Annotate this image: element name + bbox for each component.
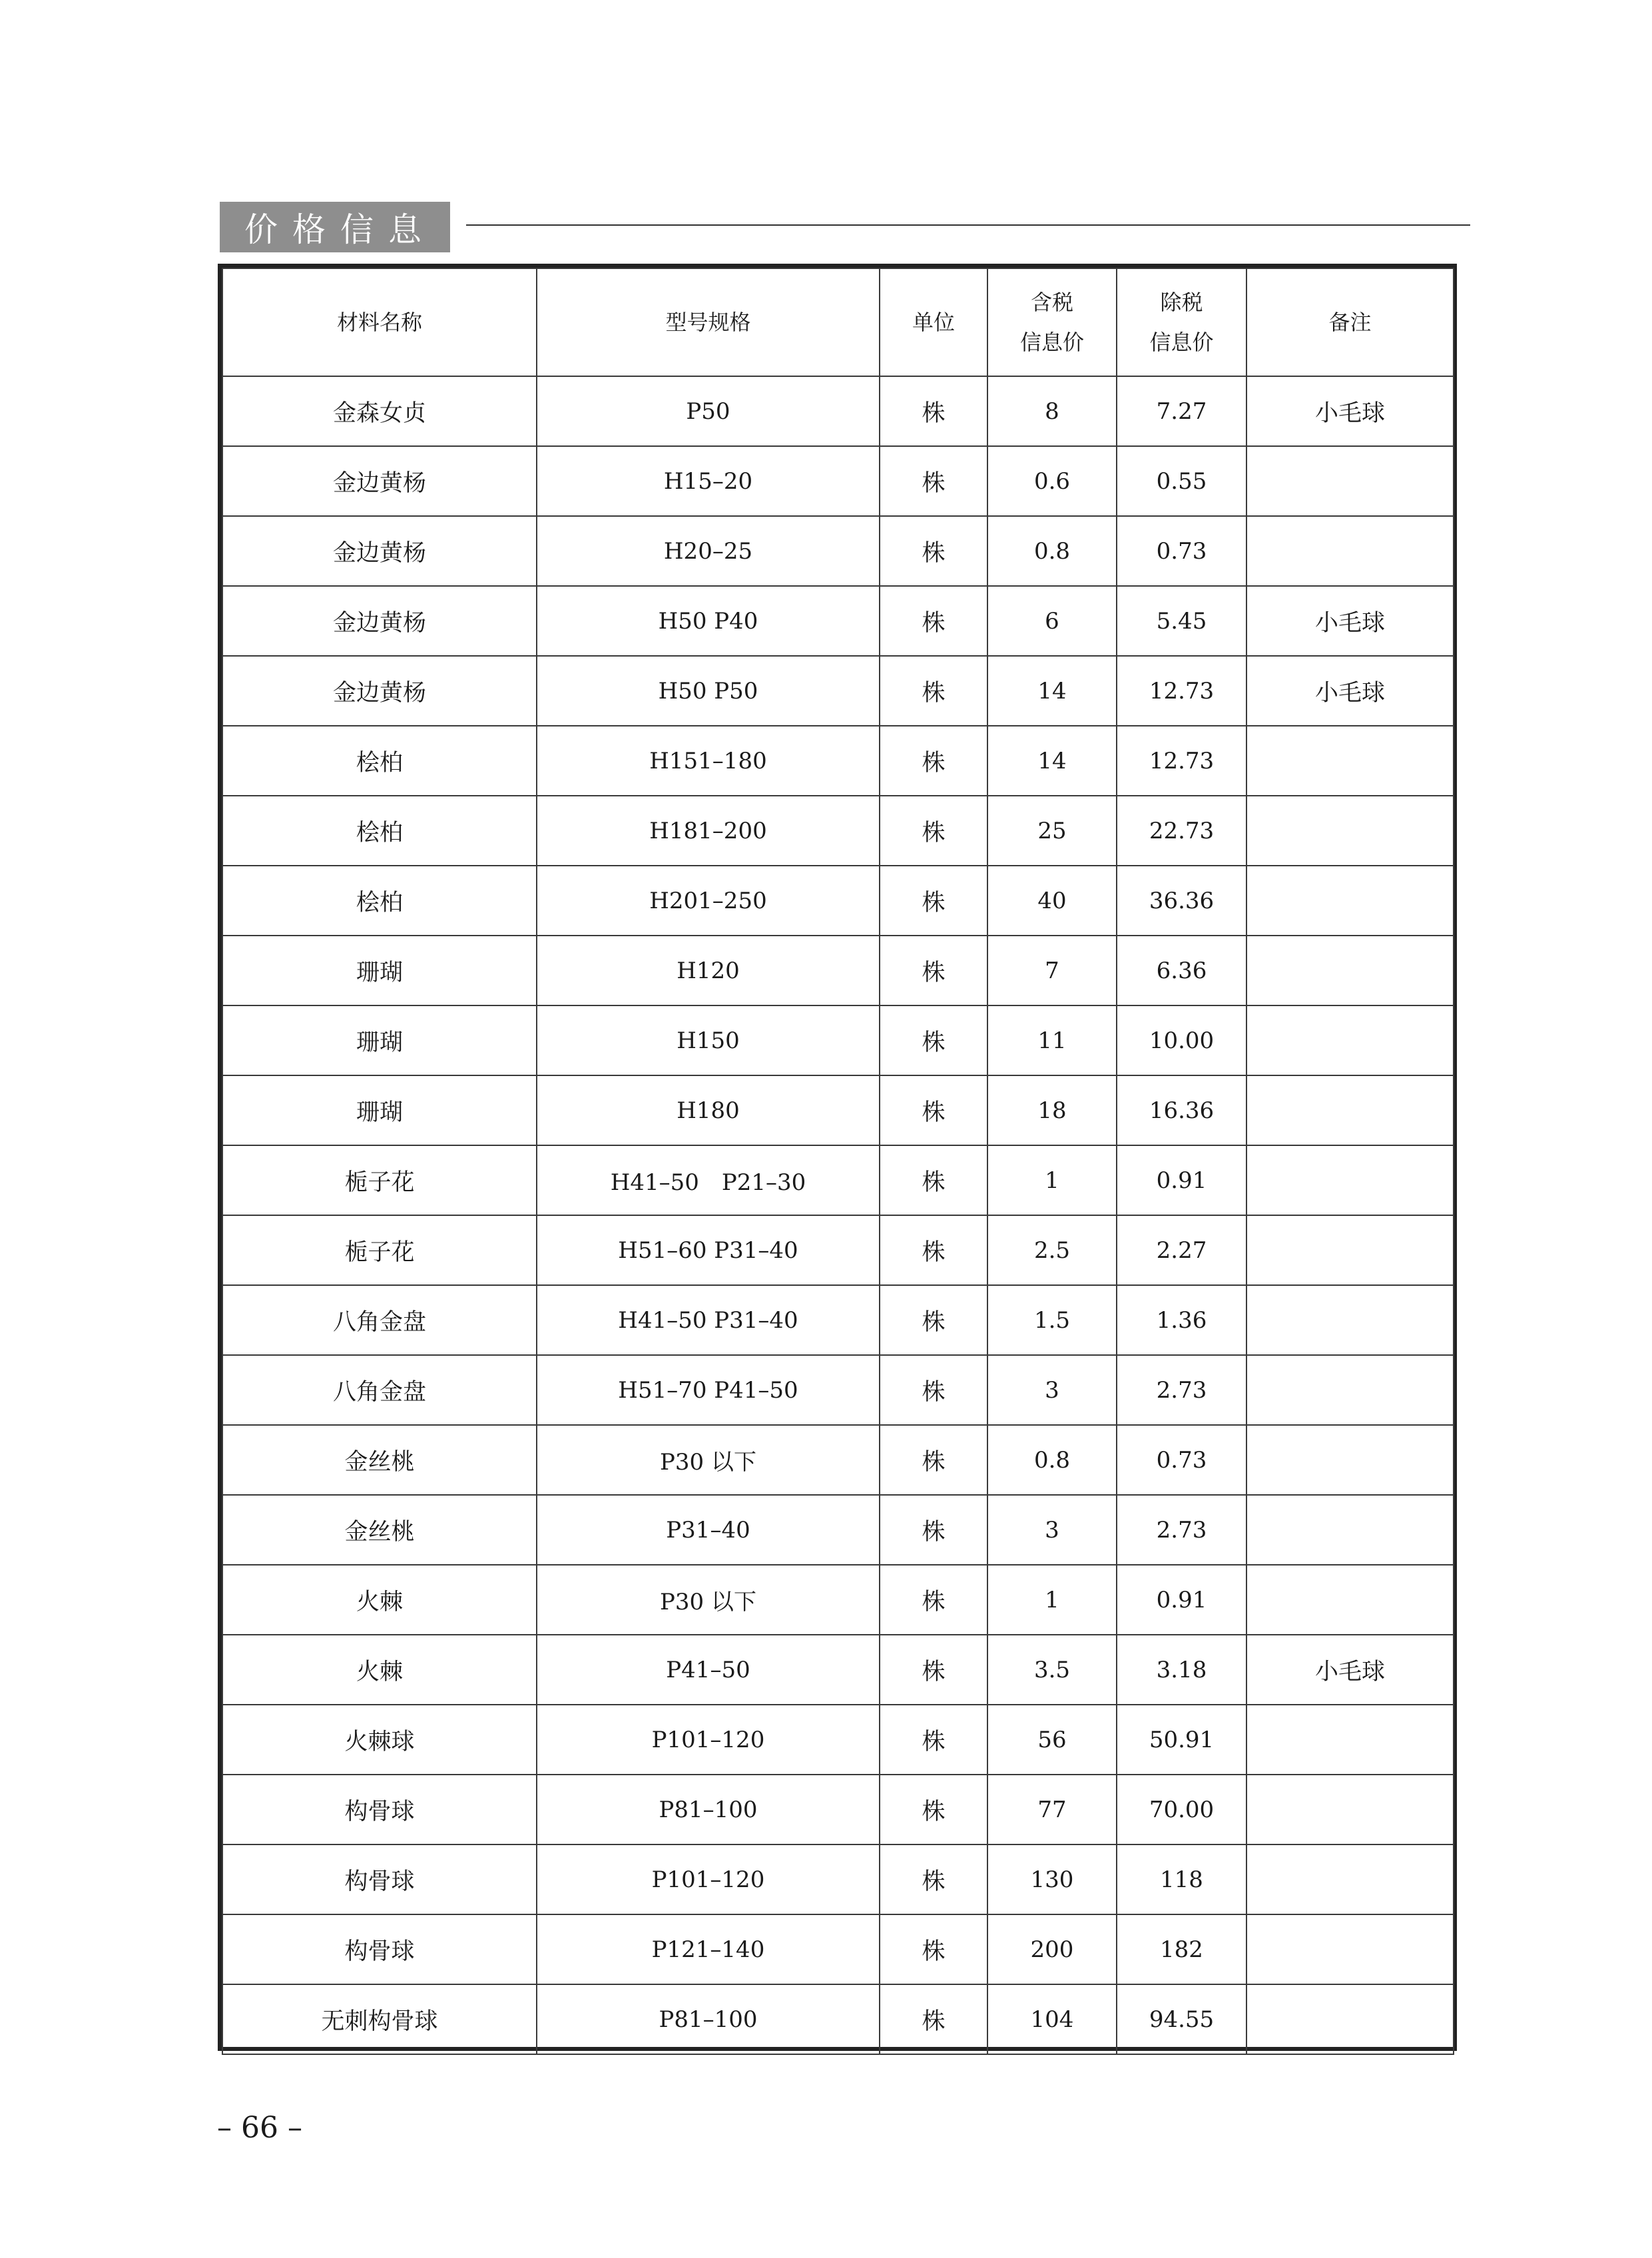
cell-unit: 株 bbox=[880, 1425, 987, 1495]
cell-remark bbox=[1246, 1285, 1454, 1355]
cell-tax-exclusive: 6.36 bbox=[1117, 936, 1246, 1005]
cell-remark bbox=[1246, 1495, 1454, 1565]
cell-spec: H15–20 bbox=[537, 446, 880, 516]
cell-remark bbox=[1246, 1145, 1454, 1215]
cell-spec: H181–200 bbox=[537, 796, 880, 866]
price-table-container bbox=[218, 264, 1457, 2051]
cell-tax-exclusive: 3.18 bbox=[1117, 1635, 1246, 1705]
cell-spec: H20–25 bbox=[537, 516, 880, 586]
cell-unit: 株 bbox=[880, 1355, 987, 1425]
cell-tax-inclusive: 1 bbox=[987, 1565, 1117, 1635]
cell-spec: H51–60 P31–40 bbox=[537, 1215, 880, 1285]
cell-tax-inclusive: 130 bbox=[987, 1844, 1117, 1914]
cell-tax-exclusive: 118 bbox=[1117, 1844, 1246, 1914]
table-row bbox=[222, 796, 1454, 866]
cell-remark bbox=[1246, 1844, 1454, 1914]
cell-tax-inclusive: 6 bbox=[987, 586, 1117, 656]
cell-name: 桧柏 bbox=[222, 726, 537, 796]
cell-tax-inclusive: 0.6 bbox=[987, 446, 1117, 516]
header-tax-inclusive-line1: 含税 bbox=[1030, 290, 1073, 315]
table-row bbox=[222, 1145, 1454, 1215]
cell-name: 金边黄杨 bbox=[222, 586, 537, 656]
cell-name: 金边黄杨 bbox=[222, 446, 537, 516]
cell-unit: 株 bbox=[880, 1984, 987, 2054]
cell-spec: H201–250 bbox=[537, 866, 880, 936]
cell-tax-exclusive: 94.55 bbox=[1117, 1984, 1246, 2054]
cell-spec: H180 bbox=[537, 1075, 880, 1145]
cell-tax-exclusive: 12.73 bbox=[1117, 726, 1246, 796]
page-number: – 66 – bbox=[217, 2111, 302, 2145]
table-row bbox=[222, 516, 1454, 586]
header-tax-exclusive bbox=[1117, 268, 1246, 376]
cell-unit: 株 bbox=[880, 516, 987, 586]
cell-tax-exclusive: 182 bbox=[1117, 1914, 1246, 1984]
table-row bbox=[222, 1425, 1454, 1495]
cell-spec: H41–50 P21–30 bbox=[537, 1145, 880, 1215]
cell-tax-exclusive: 12.73 bbox=[1117, 656, 1246, 726]
cell-spec: H41–50 P31–40 bbox=[537, 1285, 880, 1355]
table-row bbox=[222, 936, 1454, 1005]
cell-unit: 株 bbox=[880, 376, 987, 446]
cell-tax-inclusive: 25 bbox=[987, 796, 1117, 866]
cell-remark bbox=[1246, 516, 1454, 586]
cell-spec: H51–70 P41–50 bbox=[537, 1355, 880, 1425]
cell-tax-inclusive: 8 bbox=[987, 376, 1117, 446]
cell-spec: H151–180 bbox=[537, 726, 880, 796]
cell-tax-inclusive: 0.8 bbox=[987, 1425, 1117, 1495]
cell-tax-inclusive: 7 bbox=[987, 936, 1117, 1005]
table-row bbox=[222, 1775, 1454, 1844]
cell-unit: 株 bbox=[880, 1145, 987, 1215]
cell-unit: 株 bbox=[880, 1495, 987, 1565]
cell-tax-inclusive: 2.5 bbox=[987, 1215, 1117, 1285]
table-row bbox=[222, 1984, 1454, 2054]
cell-name: 构骨球 bbox=[222, 1844, 537, 1914]
cell-remark bbox=[1246, 1914, 1454, 1984]
cell-name: 金丝桃 bbox=[222, 1425, 537, 1495]
cell-remark bbox=[1246, 1005, 1454, 1075]
cell-unit: 株 bbox=[880, 1565, 987, 1635]
cell-remark: 小毛球 bbox=[1246, 656, 1454, 726]
cell-spec: P101–120 bbox=[537, 1844, 880, 1914]
cell-spec: P81–100 bbox=[537, 1984, 880, 2054]
cell-unit: 株 bbox=[880, 446, 987, 516]
cell-name: 金边黄杨 bbox=[222, 656, 537, 726]
cell-unit: 株 bbox=[880, 656, 987, 726]
cell-remark bbox=[1246, 936, 1454, 1005]
cell-tax-inclusive: 200 bbox=[987, 1914, 1117, 1984]
cell-name: 金森女贞 bbox=[222, 376, 537, 446]
cell-remark bbox=[1246, 1565, 1454, 1635]
cell-tax-exclusive: 5.45 bbox=[1117, 586, 1246, 656]
cell-unit: 株 bbox=[880, 1005, 987, 1075]
header-spec: 型号规格 bbox=[537, 268, 880, 376]
cell-spec: H120 bbox=[537, 936, 880, 1005]
table-row bbox=[222, 1705, 1454, 1775]
cell-name: 珊瑚 bbox=[222, 936, 537, 1005]
cell-unit: 株 bbox=[880, 1844, 987, 1914]
cell-unit: 株 bbox=[880, 586, 987, 656]
cell-tax-inclusive: 0.8 bbox=[987, 516, 1117, 586]
header-tax-inclusive-line2: 信息价 bbox=[1019, 330, 1084, 355]
cell-unit: 株 bbox=[880, 726, 987, 796]
cell-tax-exclusive: 50.91 bbox=[1117, 1705, 1246, 1775]
cell-tax-exclusive: 2.73 bbox=[1117, 1495, 1246, 1565]
table-row bbox=[222, 446, 1454, 516]
cell-tax-inclusive: 77 bbox=[987, 1775, 1117, 1844]
cell-unit: 株 bbox=[880, 866, 987, 936]
cell-name: 珊瑚 bbox=[222, 1005, 537, 1075]
cell-tax-exclusive: 1.36 bbox=[1117, 1285, 1246, 1355]
cell-tax-inclusive: 3.5 bbox=[987, 1635, 1117, 1705]
header-tax-exclusive-line1: 除税 bbox=[1160, 290, 1203, 315]
cell-tax-inclusive: 3 bbox=[987, 1355, 1117, 1425]
cell-name: 金丝桃 bbox=[222, 1495, 537, 1565]
cell-tax-exclusive: 0.91 bbox=[1117, 1565, 1246, 1635]
cell-spec: P30 以下 bbox=[537, 1565, 880, 1635]
cell-spec: P30 以下 bbox=[537, 1425, 880, 1495]
cell-name: 八角金盘 bbox=[222, 1285, 537, 1355]
cell-tax-exclusive: 0.91 bbox=[1117, 1145, 1246, 1215]
cell-tax-exclusive: 10.00 bbox=[1117, 1005, 1246, 1075]
cell-name: 火棘球 bbox=[222, 1705, 537, 1775]
cell-name: 八角金盘 bbox=[222, 1355, 537, 1425]
cell-tax-exclusive: 36.36 bbox=[1117, 866, 1246, 936]
cell-spec: P101–120 bbox=[537, 1705, 880, 1775]
cell-unit: 株 bbox=[880, 1775, 987, 1844]
cell-unit: 株 bbox=[880, 1285, 987, 1355]
cell-name: 构骨球 bbox=[222, 1914, 537, 1984]
cell-spec: H50 P50 bbox=[537, 656, 880, 726]
table-row bbox=[222, 376, 1454, 446]
table-row bbox=[222, 1495, 1454, 1565]
cell-name: 珊瑚 bbox=[222, 1075, 537, 1145]
cell-name: 无刺构骨球 bbox=[222, 1984, 537, 2054]
cell-tax-exclusive: 0.73 bbox=[1117, 1425, 1246, 1495]
cell-tax-inclusive: 1.5 bbox=[987, 1285, 1117, 1355]
cell-remark bbox=[1246, 1775, 1454, 1844]
header-tax-exclusive-line2: 信息价 bbox=[1149, 330, 1214, 355]
cell-remark bbox=[1246, 1984, 1454, 2054]
cell-tax-exclusive: 22.73 bbox=[1117, 796, 1246, 866]
cell-name: 火棘 bbox=[222, 1565, 537, 1635]
table-row bbox=[222, 1215, 1454, 1285]
cell-name: 构骨球 bbox=[222, 1775, 537, 1844]
cell-remark bbox=[1246, 866, 1454, 936]
cell-tax-exclusive: 70.00 bbox=[1117, 1775, 1246, 1844]
table-row bbox=[222, 1914, 1454, 1984]
cell-unit: 株 bbox=[880, 1215, 987, 1285]
cell-tax-inclusive: 1 bbox=[987, 1145, 1117, 1215]
cell-remark bbox=[1246, 1705, 1454, 1775]
cell-tax-exclusive: 16.36 bbox=[1117, 1075, 1246, 1145]
cell-unit: 株 bbox=[880, 936, 987, 1005]
table-row bbox=[222, 1285, 1454, 1355]
cell-tax-exclusive: 7.27 bbox=[1117, 376, 1246, 446]
cell-spec: P41–50 bbox=[537, 1635, 880, 1705]
cell-spec: P81–100 bbox=[537, 1775, 880, 1844]
table-row bbox=[222, 1844, 1454, 1914]
cell-remark bbox=[1246, 1075, 1454, 1145]
table-row bbox=[222, 1355, 1454, 1425]
header-rule bbox=[466, 224, 1470, 226]
table-row bbox=[222, 1075, 1454, 1145]
cell-unit: 株 bbox=[880, 1075, 987, 1145]
table-header-row bbox=[222, 268, 1454, 376]
cell-unit: 株 bbox=[880, 1635, 987, 1705]
cell-spec: H50 P40 bbox=[537, 586, 880, 656]
table-row bbox=[222, 726, 1454, 796]
cell-tax-exclusive: 2.73 bbox=[1117, 1355, 1246, 1425]
cell-unit: 株 bbox=[880, 1705, 987, 1775]
cell-remark bbox=[1246, 1425, 1454, 1495]
cell-unit: 株 bbox=[880, 796, 987, 866]
cell-name: 桧柏 bbox=[222, 866, 537, 936]
table-row bbox=[222, 1005, 1454, 1075]
cell-tax-inclusive: 14 bbox=[987, 726, 1117, 796]
header-remark: 备注 bbox=[1246, 268, 1454, 376]
cell-unit: 株 bbox=[880, 1914, 987, 1984]
table-row bbox=[222, 586, 1454, 656]
cell-remark bbox=[1246, 796, 1454, 866]
price-table bbox=[222, 268, 1454, 2055]
cell-name: 桧柏 bbox=[222, 796, 537, 866]
table-row bbox=[222, 1635, 1454, 1705]
cell-remark bbox=[1246, 446, 1454, 516]
header-tax-inclusive bbox=[987, 268, 1117, 376]
cell-tax-inclusive: 18 bbox=[987, 1075, 1117, 1145]
cell-remark bbox=[1246, 1355, 1454, 1425]
cell-tax-exclusive: 0.73 bbox=[1117, 516, 1246, 586]
table-row bbox=[222, 656, 1454, 726]
cell-tax-exclusive: 0.55 bbox=[1117, 446, 1246, 516]
table-body bbox=[222, 376, 1454, 2054]
cell-spec: P121–140 bbox=[537, 1914, 880, 1984]
cell-remark bbox=[1246, 1215, 1454, 1285]
cell-name: 火棘 bbox=[222, 1635, 537, 1705]
cell-tax-inclusive: 3 bbox=[987, 1495, 1117, 1565]
cell-tax-inclusive: 40 bbox=[987, 866, 1117, 936]
cell-name: 栀子花 bbox=[222, 1145, 537, 1215]
section-title: 价格信息 bbox=[220, 202, 450, 252]
header-unit: 单位 bbox=[880, 268, 987, 376]
cell-tax-inclusive: 104 bbox=[987, 1984, 1117, 2054]
cell-remark bbox=[1246, 726, 1454, 796]
table-row bbox=[222, 1565, 1454, 1635]
cell-tax-inclusive: 11 bbox=[987, 1005, 1117, 1075]
cell-spec: P50 bbox=[537, 376, 880, 446]
cell-spec: P31–40 bbox=[537, 1495, 880, 1565]
cell-remark: 小毛球 bbox=[1246, 376, 1454, 446]
cell-tax-exclusive: 2.27 bbox=[1117, 1215, 1246, 1285]
table-row bbox=[222, 866, 1454, 936]
cell-remark: 小毛球 bbox=[1246, 1635, 1454, 1705]
cell-tax-inclusive: 14 bbox=[987, 656, 1117, 726]
cell-remark: 小毛球 bbox=[1246, 586, 1454, 656]
cell-name: 栀子花 bbox=[222, 1215, 537, 1285]
cell-spec: H150 bbox=[537, 1005, 880, 1075]
cell-name: 金边黄杨 bbox=[222, 516, 537, 586]
header-name: 材料名称 bbox=[222, 268, 537, 376]
cell-tax-inclusive: 56 bbox=[987, 1705, 1117, 1775]
